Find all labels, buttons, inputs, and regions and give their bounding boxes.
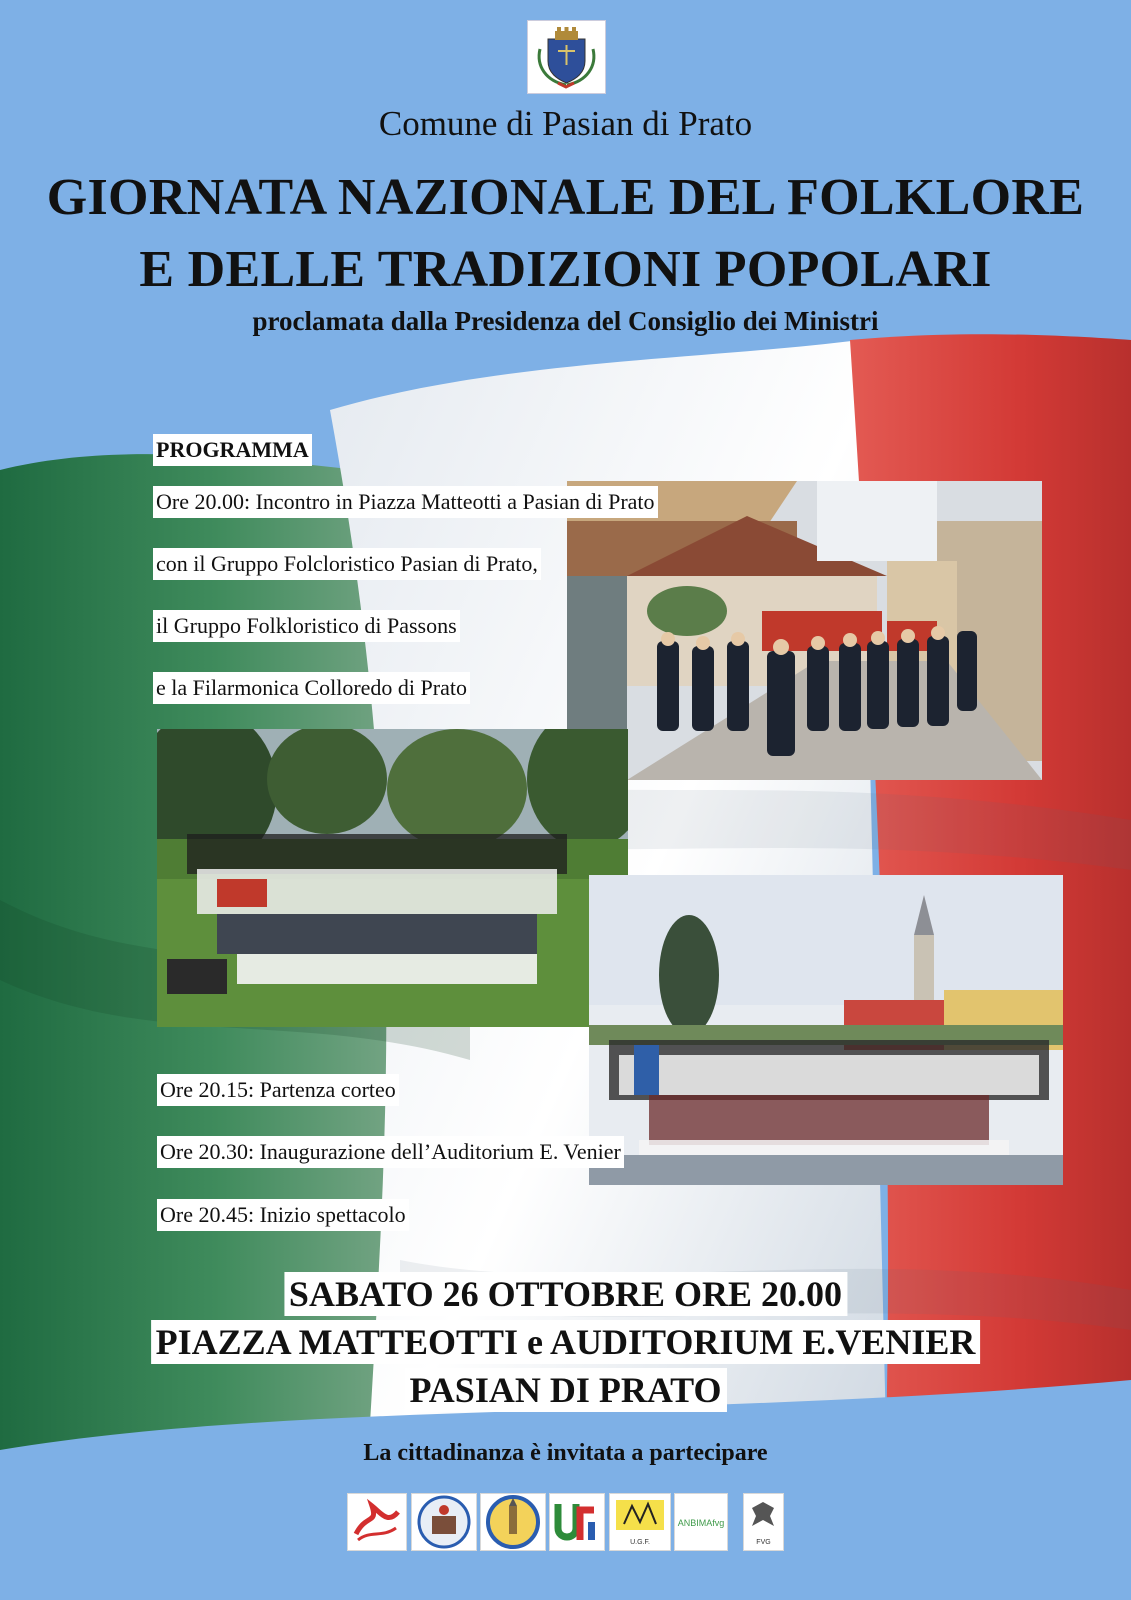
event-town: PASIAN DI PRATO [404, 1368, 726, 1412]
event-venue: PIAZZA MATTEOTTI e AUDITORIUM E.VENIER [151, 1320, 981, 1364]
program-line-3: il Gruppo Folkloristico di Passons [153, 610, 460, 642]
event-date-time: SABATO 26 OTTOBRE ORE 20.00 [284, 1272, 847, 1316]
folk-group-lawn-photo [157, 729, 628, 1027]
sponsor-logo-7 [743, 1493, 784, 1551]
church-round-logo-icon [481, 1494, 545, 1550]
program-line-4: e la Filarmonica Colloredo di Prato [153, 672, 470, 704]
sponsor-logo-5 [609, 1493, 671, 1551]
sponsor-logo-4 [549, 1493, 605, 1551]
fvg-logo-label: FVG [756, 1539, 771, 1546]
anbima-logo-label: ANBIMAfvg [677, 1518, 725, 1528]
schedule-line-1: Ore 20.15: Partenza corteo [157, 1074, 399, 1106]
sponsor-logo-1 [347, 1493, 407, 1551]
program-line-1: Ore 20.00: Incontro in Piazza Matteotti a Pasian di Prato [153, 486, 658, 518]
municipal-crest [527, 20, 606, 94]
ugf-logo-label: U.G.F. [630, 1539, 650, 1546]
ufi-logo-icon [550, 1494, 604, 1550]
event-title-line-2: E DELLE TRADIZIONI POPOLARI [139, 241, 992, 298]
schedule-line-2: Ore 20.30: Inaugurazione dell’Auditorium E. Venier [157, 1136, 624, 1168]
marching-band-photo [567, 481, 1042, 780]
municipality-name: Comune di Pasian di Prato [378, 104, 753, 143]
regione-fvg-eagle-icon [744, 1494, 783, 1534]
program-line-2: con il Gruppo Folcloristico Pasian di Prato, [153, 548, 541, 580]
schedule-line-3: Ore 20.45: Inizio spettacolo [157, 1199, 409, 1231]
folk-group-round-logo-icon [412, 1494, 476, 1550]
proclamation-subtitle: proclamata dalla Presidenza del Consiglio dei Ministri [252, 306, 879, 336]
program-heading: PROGRAMMA [153, 434, 312, 466]
invitation-text: La cittadinanza è invitata a partecipare [363, 1440, 768, 1466]
event-title-line-1: GIORNATA NAZIONALE DEL FOLKLORE [46, 169, 1085, 226]
red-dancers-logo-icon [348, 1494, 406, 1550]
sponsor-logo-3 [480, 1493, 546, 1551]
sponsor-logo-2 [411, 1493, 477, 1551]
piazza-group-photo [589, 875, 1063, 1185]
sponsor-logo-6 [674, 1493, 728, 1551]
municipal-crest-icon [528, 21, 605, 93]
